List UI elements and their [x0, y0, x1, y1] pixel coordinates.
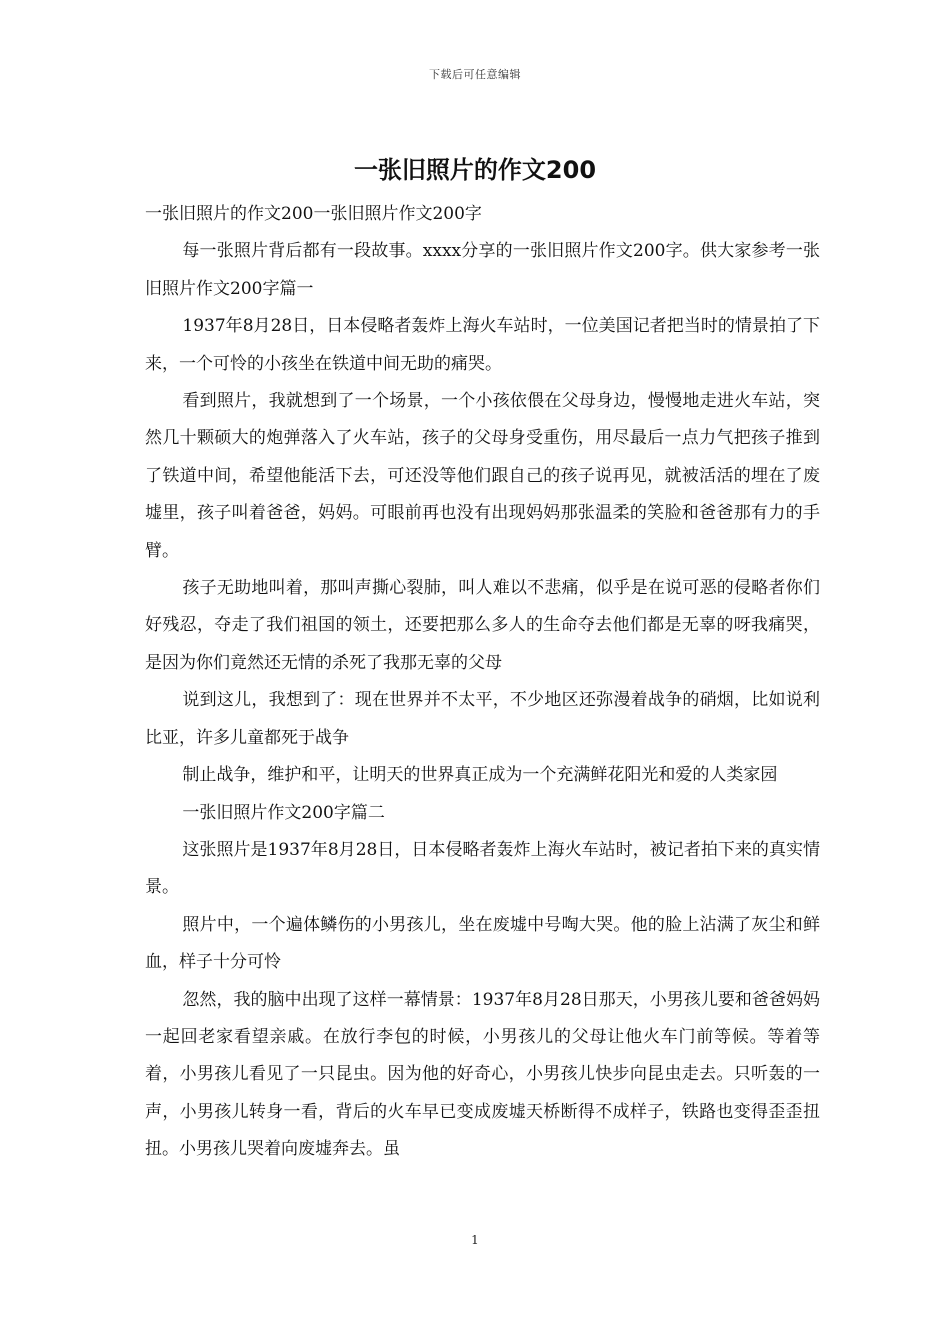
article-body [145, 196, 820, 1169]
paragraph: 每一张照片背后都有一段故事。xxxx分享的一张旧照片作文200字。供大家参考一张旧照片作文200字篇一 [145, 241, 820, 299]
paragraph: 忽然，我的脑中出现了这样一幕情景：1937年8月28日那天，小男孩儿要和爸爸妈妈一起回老家看望亲戚。在放行李包的时候，小男孩儿的父母让他火车门前等候。等着等着，小男孩儿看见了一只昆虫。因为他的好奇心，小男孩儿快步向昆虫走去。只听轰的一声，小男孩儿转身一看，背后的火车早已变成废墟天桥断得不成样子，铁路也变得歪歪扭扭。小男孩儿哭着向废墟奔去。虽 [145, 989, 820, 1160]
paragraph: 看到照片，我就想到了一个场景，一个小孩依偎在父母身边，慢慢地走进火车站，突然几十颗硕大的炮弹落入了火车站，孩子的父母身受重伤，用尽最后一点力气把孩子推到了铁道中间，希望他能活下去，可还没等他们跟自己的孩子说再见，就被活活的埋在了废墟里，孩子叫着爸爸，妈妈。可眼前再也没有出现妈妈那张温柔的笑脸和爸爸那有力的手臂。 [145, 391, 820, 561]
paragraph: 一张旧照片的作文200一张旧照片作文200字 [145, 204, 482, 224]
section-heading: 一张旧照片作文200字篇二 [182, 802, 385, 823]
paragraph: 这张照片是1937年8月28日，日本侵略者轰炸上海火车站时，被记者拍下来的真实情景。 [145, 839, 820, 898]
paragraph: 孩子无助地叫着，那叫声撕心裂肺，叫人难以不悲痛，似乎是在说可恶的侵略者你们好残忍，夺走了我们祖国的领土，还要把那么多人的生命夺去他们都是无辜的呀我痛哭，是因为你们竟然还无情的杀死了我那无辜的父母 [145, 578, 820, 673]
header-note: 下载后可任意编辑 [429, 68, 521, 81]
page-title: 一张旧照片的作文200 [353, 156, 597, 184]
paragraph: 1937年8月28日，日本侵略者轰炸上海火车站时，一位美国记者把当时的情景拍了下来，一个可怜的小孩坐在铁道中间无助的痛哭。 [145, 316, 820, 374]
paragraph: 制止战争，维护和平，让明天的世界真正成为一个充满鲜花阳光和爱的人类家园 [182, 765, 778, 786]
page-number: 1 [471, 1233, 479, 1247]
paragraph: 说到这儿，我想到了：现在世界并不太平，不少地区还弥漫着战争的硝烟，比如说利比亚，许多儿童都死于战争 [145, 690, 820, 748]
paragraph: 照片中，一个遍体鳞伤的小男孩儿，坐在废墟中号啕大哭。他的脸上沾满了灰尘和鲜血，样子十分可怜 [145, 914, 820, 973]
